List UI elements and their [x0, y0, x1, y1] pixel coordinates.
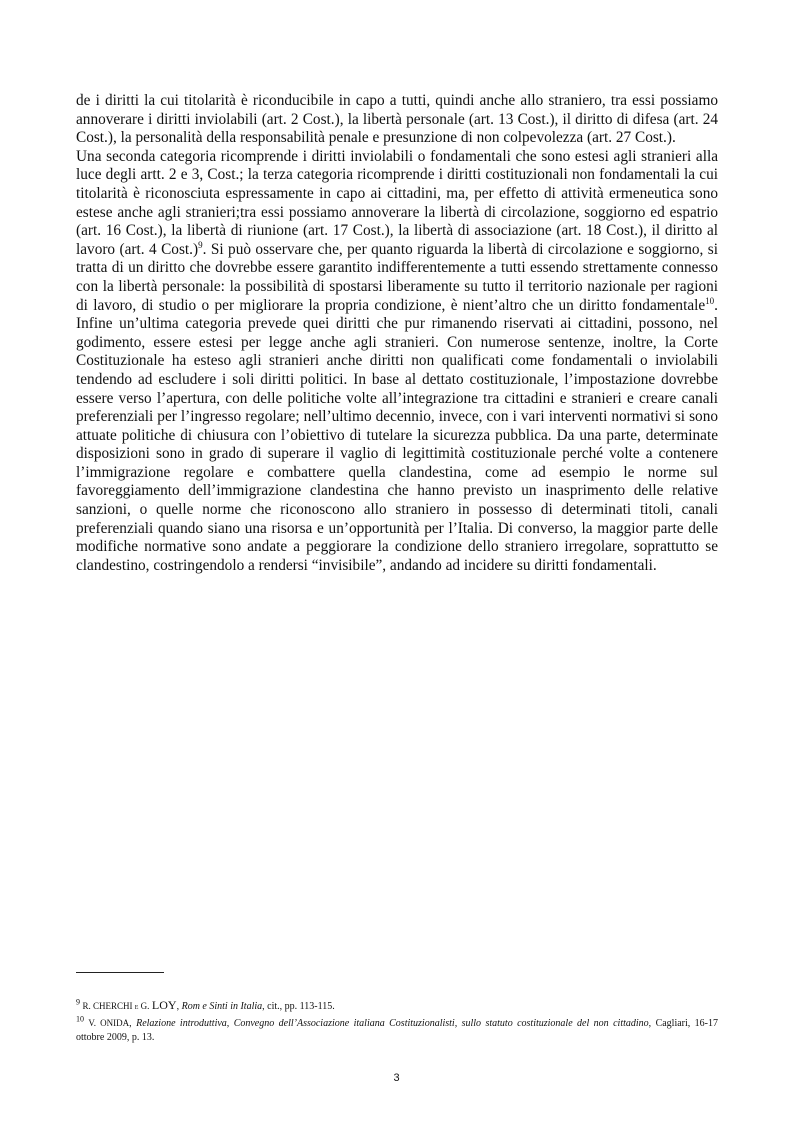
body-text: [76, 92, 718, 575]
paragraph-1: de i diritti la cui titolarità è riconducibile in capo a tutti, quindi anche allo straniero, tra essi possiamo annoverare i diritti inviolabili (art. 2 Cost.), la libertà personale (art. 13 Cost.), il diritto di difesa (art. 24 Cost.), la personalità della responsabilità penale e presunzione di non colpevolezza (art. 27 Cost.).: [76, 92, 718, 147]
footnotes: [76, 998, 718, 1047]
footnote-separator: [76, 972, 164, 973]
paragraph-2: Una seconda categoria ricomprende i diritti inviolabili o fondamentali che sono estesi agli stranieri alla luce degli artt. 2 e 3, Cost.; la terza categoria ricomprende i diritti costituzionali non fondamentali la cui titolarità è riconosciuta espressamente in capo ai cittadini, ma, per effetto di attività ermeneutica sono estese anche agli stranieri;tra essi possiamo annoverare la libertà di circolazione, soggiorno ed espatrio (art. 16 Cost.), la libertà di riunione (art. 17 Cost.), la libertà di associazione (art. 18 Cost.), il diritto al lavoro (art. 4 Cost.)$^9$. Si può osservare che, per quanto riguarda la libertà di circolazione e soggiorno, si tratta di un diritto che dovrebbe essere garantito indifferentemente a tutti essendo strettamente connesso con la libertà personale: la possibilità di spostarsi liberamente su tutto il territorio nazionale per ragioni di lavoro, di studio o per migliorare la propria condizione, è nient’altro che un diritto fondamentale$^{10}$. Infine un’ultima categoria prevede quei diritti che pur rimanendo riservati ai cittadini, possono, nel godimento, essere estesi per legge anche agli stranieri. Con numerose sentenze, inoltre, la Corte Costituzionale ha esteso agli stranieri anche diritti non qualificati come fondamentali o inviolabili tendendo ad escludere i soli diritti politici. In base al dettato costituzionale, l’impostazione dovrebbe essere verso l’apertura, con delle politiche volte all’integrazione tra cittadini e stranieri e creare canali preferenziali per l’ingresso regolare; nell’ultimo decennio, invece, con i vari interventi normativi si sono attuate politiche di chiusura con l’obiettivo di tutelare la sicurezza pubblica. Da una parte, determinate disposizioni sono in grado di superare il vaglio di legittimità costituzionale perché volte a contenere l’immigrazione regolare e combattere quella clandestina, come ad esempio le norme sul favoreggiamento dell’immigrazione clandestina che hanno previsto un inasprimento delle relative sanzioni, o quelle norme che riconoscono allo straniero in possesso di determinati titoli, canali preferenziali quando siano una risorsa e un’opportunità per l’Italia. Di converso, la maggior parte delle modifiche normative sono andate a peggiorare la condizione dello straniero irregolare, soprattutto se clandestino, costringendolo a rendersi “invisibile”, andando ad incidere su diritti fondamentali.: [76, 147, 718, 574]
footnote-9: $^9$ R. CHERCHI e G. LOY, Rom e Sinti in Italia, cit., pp. 113-115.: [76, 997, 335, 1012]
footnote-ref-9[interactable]: 9: [198, 239, 203, 250]
footnote-ref-10[interactable]: 10: [705, 295, 715, 306]
page-number: 3: [393, 1072, 400, 1084]
footnote-10: $^{10}$ V. ONIDA, Relazione introduttiva, Convegno dell’Associazione italiana Costituzionalisti, sullo statuto costituzionale del non cittadino, Cagliari, 16-17 ottobre 2009, p. 13.: [76, 1014, 719, 1043]
